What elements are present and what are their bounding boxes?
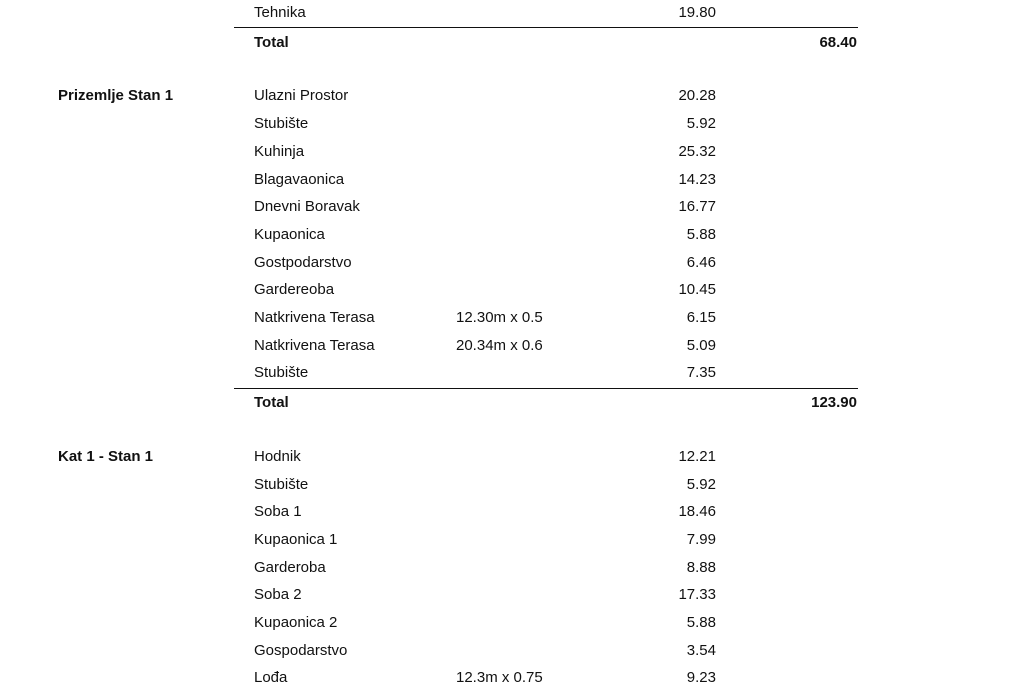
table-row <box>0 498 1024 526</box>
room-area: 5.92 <box>686 115 716 133</box>
room-dimensions: 20.34m x 0.6 <box>456 336 543 354</box>
room-name: Dnevni Boravak <box>254 198 360 216</box>
room-name: Garderoba <box>254 558 326 576</box>
room-name: Blagavaonica <box>254 170 345 188</box>
room-area: 6.15 <box>686 309 716 326</box>
table-row <box>0 609 1024 637</box>
room-name: Kupaonica 2 <box>254 614 338 631</box>
room-area: 6.46 <box>686 253 716 271</box>
room-name: Kupaonica 1 <box>254 530 338 548</box>
room-area: 5.92 <box>686 475 716 493</box>
room-area: 17.33 <box>678 586 716 604</box>
room-area: 5.88 <box>686 225 716 243</box>
room-area: 12.21 <box>678 447 716 465</box>
room-name: Gostpodarstvo <box>254 253 352 271</box>
room-area: 8.88 <box>686 558 716 576</box>
table-row <box>0 332 1024 360</box>
total-label: Total <box>254 33 289 51</box>
total-value: 68.40 <box>819 33 857 51</box>
section-title: Kat 1 - Stan 1 <box>58 447 154 465</box>
total-row <box>0 29 1024 57</box>
room-area: 7.35 <box>686 364 716 382</box>
room-name: Lođa <box>254 669 288 687</box>
room-name: Soba 1 <box>254 503 302 521</box>
room-name: Stubište <box>254 475 309 493</box>
table-row <box>0 138 1024 166</box>
total-label: Total <box>254 394 289 412</box>
table-row <box>0 193 1024 221</box>
table-row <box>0 82 1024 110</box>
room-name: Hodnik <box>254 447 301 465</box>
room-area: 5.88 <box>686 614 716 631</box>
table-row <box>0 443 1024 471</box>
room-dimensions: 12.30m x 0.5 <box>456 309 543 326</box>
room-name: Kuhinja <box>254 142 305 160</box>
room-name: Natkrivena Terasa <box>254 309 375 326</box>
table-row <box>0 664 1024 692</box>
room-area: 20.28 <box>678 87 716 105</box>
room-area: 10.45 <box>678 281 716 299</box>
room-name: Soba 2 <box>254 586 302 604</box>
room-area: 16.77 <box>678 198 716 216</box>
room-name: Gospodarstvo <box>254 641 348 659</box>
table-row <box>0 0 1024 27</box>
section-title: Prizemlje Stan 1 <box>58 87 174 105</box>
table-row <box>0 554 1024 582</box>
table-row <box>0 276 1024 304</box>
room-name: Gardereoba <box>254 281 335 299</box>
room-name: Ulazni Prostor <box>254 87 349 105</box>
table-row <box>0 249 1024 277</box>
room-name: Kupaonica <box>254 225 325 243</box>
table-row <box>0 166 1024 194</box>
room-area: 19.80 <box>678 4 716 21</box>
total-row <box>0 389 1024 417</box>
total-value: 123.90 <box>811 394 857 412</box>
table-row <box>0 110 1024 138</box>
room-name: Stubište <box>254 364 309 382</box>
table-row <box>0 581 1024 609</box>
room-area: 7.99 <box>686 530 716 548</box>
room-area: 14.23 <box>678 170 716 188</box>
room-name: Natkrivena Terasa <box>254 336 375 354</box>
room-name: Tehnika <box>254 4 306 21</box>
room-area: 9.23 <box>686 669 716 687</box>
table-row <box>0 471 1024 499</box>
table-row <box>0 637 1024 665</box>
room-area: 5.09 <box>686 336 716 354</box>
table-row <box>0 304 1024 332</box>
room-area: 25.32 <box>678 142 716 160</box>
room-area: 18.46 <box>678 503 716 521</box>
room-area: 3.54 <box>686 641 716 659</box>
table-row <box>0 221 1024 249</box>
table-row <box>0 359 1024 387</box>
room-name: Stubište <box>254 115 309 133</box>
table-row <box>0 526 1024 554</box>
room-dimensions: 12.3m x 0.75 <box>456 669 543 687</box>
